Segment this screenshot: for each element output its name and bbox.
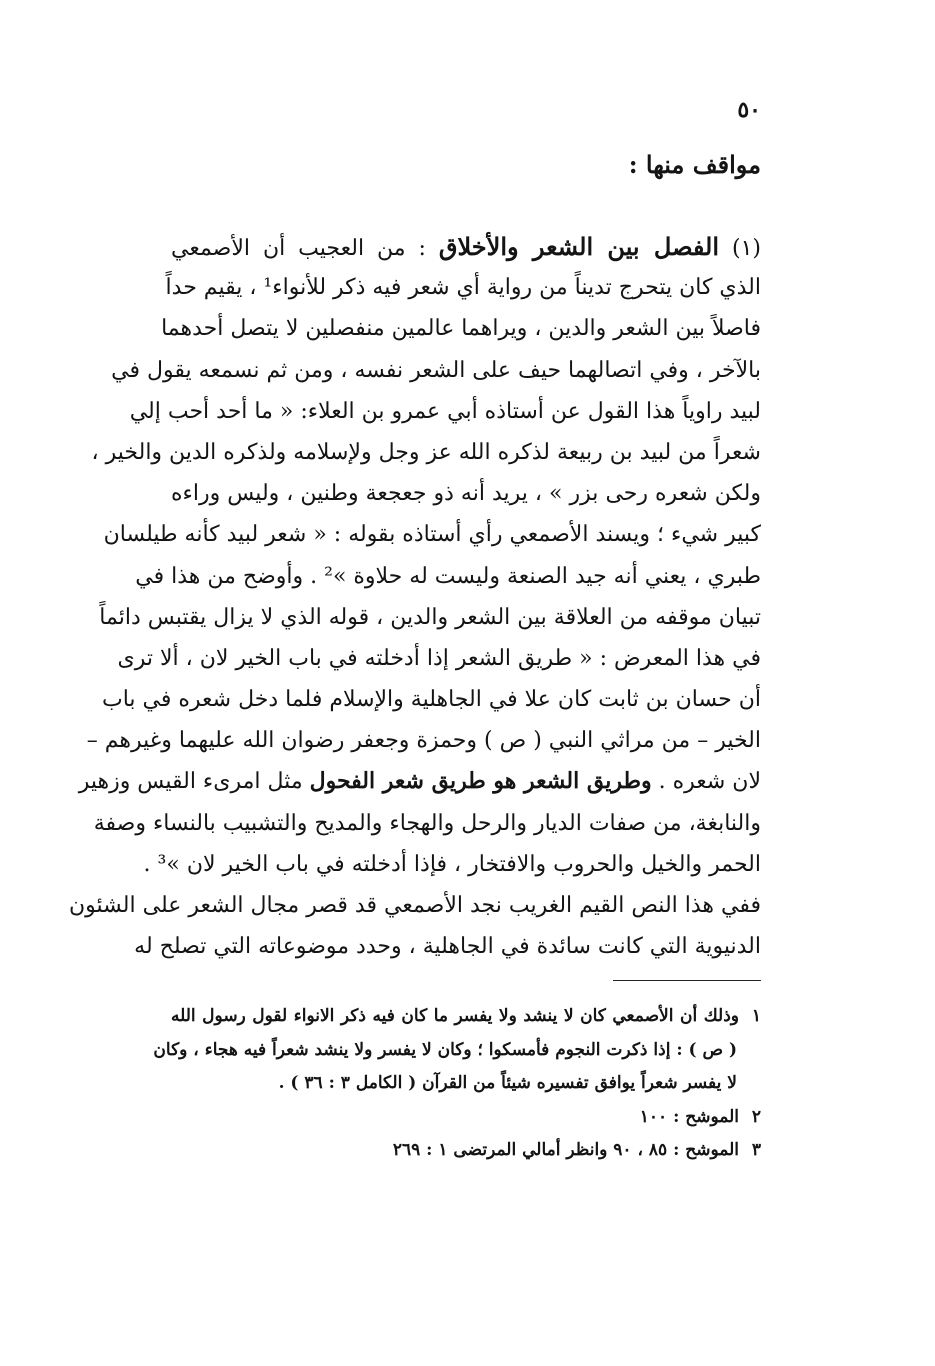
- body-line-6: شعراً من لبيد بن ربيعة لذكره الله عز وجل ولإسلامه ولذكره الدين والخير ،: [91, 439, 761, 465]
- page-number: ٥٠: [737, 97, 761, 123]
- footnote-3-number: ٣: [751, 1140, 761, 1160]
- body-line-5: لبيد راوياً هذا القول عن أستاذه أبي عمرو بن العلاء: « ما أحد أحب إلي: [129, 398, 761, 424]
- footnote-1-number: ١: [751, 1006, 761, 1026]
- body-line-8: كبير شيء ؛ ويسند الأصمعي رأي أستاذه بقوله : « شعر لبيد كأنه طيلسان: [103, 522, 761, 548]
- footnote-divider: [613, 980, 761, 981]
- footnote-2: [171, 1101, 761, 1135]
- section-intro: مواقف منها :: [628, 150, 761, 179]
- body-line-16: الحمر والخيل والحروب والافتخار ، فإذا أدخلته في باب الخير لان »³ .: [143, 851, 761, 877]
- body-line-17: ففي هذا النص القيم الغريب نجد الأصمعي قد قصر مجال الشعر على الشئون: [69, 893, 761, 918]
- body-line-14-end: مثل امرىء القيس وزهير: [78, 769, 310, 795]
- footnote-3: [171, 1134, 761, 1168]
- body-line-7: ولكن شعره رحى بزر » ، يريد أنه ذو جعجعة وطنين ، وليس وراءه: [171, 481, 761, 507]
- body-line-1-rest: : من العجيب أن الأصمعي: [171, 236, 439, 261]
- body-line-10: تبيان موقفه من العلاقة بين الشعر والدين ، قوله الذي لا يزال يقتبس دائماً: [99, 604, 761, 630]
- footnote-1-text-a: وذلك أن الأصمعي كان لا ينشد ولا يفسر ما كان فيه ذكر الانواء لقول رسول الله: [171, 1006, 739, 1026]
- footnote-1-line-1: [171, 1000, 761, 1034]
- footnote-1-line-2: ( ص ) : إذا ذكرت النجوم فأمسكوا ؛ وكان لا يفسر ولا ينشد شعراً فيه هجاء ، وكان: [153, 1039, 737, 1060]
- body-line-14-start: لان شعره .: [651, 769, 761, 795]
- footnote-2-text: الموشح : ١٠٠: [639, 1106, 739, 1127]
- body-line-11: في هذا المعرض : « طريق الشعر إذا أدخلته في باب الخير لان ، ألا ترى: [117, 645, 761, 671]
- emphasized-quote: وطريق الشعر هو طريق شعر الفحول: [309, 768, 652, 795]
- footnote-2-number: ٢: [751, 1106, 761, 1127]
- paragraph-heading: الفصل بين الشعر والأخلاق: [438, 232, 720, 261]
- item-number: (١): [719, 236, 762, 261]
- footnote-3-text: الموشح : ٨٥ ، ٩٠ وانظر أمالي المرتضى ١ : ٢٦٩: [392, 1140, 739, 1160]
- body-line-4: بالآخر ، وفي اتصالهما حيف على الشعر نفسه ، ومن ثم نسمعه يقول في: [111, 357, 761, 383]
- body-line-13: الخير – من مراثي النبي ( ص ) وحمزة وجعفر رضوان الله عليهما وغيرهم –: [86, 728, 761, 754]
- body-line-14: [78, 761, 761, 802]
- body-line-3: فاصلاً بين الشعر والدين ، ويراهما عالمين منفصلين لا يتصل أحدهما: [161, 316, 761, 342]
- footnote-1-line-3: لا يفسر شعراً يوافق تفسيره شيئاً من القرآن ( الكامل ٣ : ٣٦ ) .: [278, 1073, 737, 1093]
- footnotes: [153, 1000, 761, 1168]
- body-line-1: [171, 226, 761, 267]
- main-paragraph: [69, 226, 762, 967]
- body-line-2: الذي كان يتحرج تديناً من رواية أي شعر فيه ذكر للأنواء¹ ، يقيم حداً: [165, 275, 761, 301]
- body-line-12: أن حسان بن ثابت كان علا في الجاهلية والإسلام فلما دخل شعره في باب: [101, 687, 761, 713]
- body-line-18: الدنيوية التي كانت سائدة في الجاهلية ، وحدد موضوعاته التي تصلح له: [134, 934, 761, 960]
- body-line-9: طبري ، يعني أنه جيد الصنعة وليست له حلاوة »² . وأوضح من هذا في: [135, 563, 761, 589]
- body-line-15: والنابغة، من صفات الديار والرحل والهجاء والمديح والتشبيب بالنساء وصفة: [93, 810, 761, 836]
